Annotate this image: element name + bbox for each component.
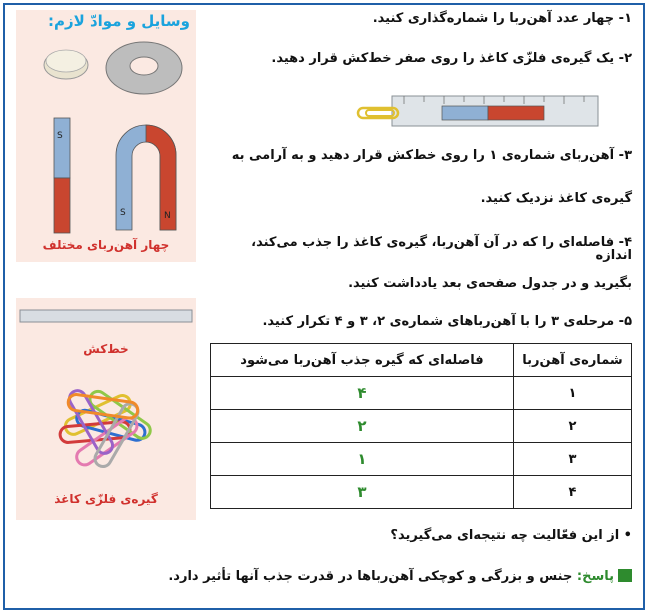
step-3-line-2: گیره‌ی کاغذ نزدیک کنید. [480, 191, 632, 206]
magnet-number-cell: ۴ [514, 476, 632, 509]
distance-cell: ۴ [211, 377, 514, 410]
ruler-illustration [16, 304, 196, 334]
magnet-number-cell: ۱ [514, 377, 632, 410]
header-magnet-number: شماره‌ی آهن‌ربا [514, 344, 632, 377]
distance-cell: ۱ [211, 443, 514, 476]
svg-text:S: S [57, 131, 63, 141]
magnet-number-cell: ۳ [514, 443, 632, 476]
distance-cell: ۳ [211, 476, 514, 509]
paper-clips-illustration [16, 368, 196, 478]
answer-icon [618, 569, 632, 582]
magnets-illustration [16, 30, 196, 250]
svg-text:S: S [120, 208, 126, 218]
magnet-number-cell: ۲ [514, 410, 632, 443]
table-row [211, 377, 632, 410]
results-table [210, 343, 632, 509]
table-header-row [211, 344, 632, 377]
bar-magnet [54, 118, 70, 178]
step-1: ۱- چهار عدد آهن‌ربا را شماره‌گذاری کنید. [372, 11, 632, 26]
materials-title: وسایل و موادّ لازم: [47, 12, 190, 30]
clips-caption: گیره‌ی فلزّی کاغذ [54, 492, 158, 506]
step-5: ۵- مرحله‌ی ۳ را با آهن‌رباهای شماره‌ی ۲، ۳ و ۴ تکرار کنید. [262, 314, 632, 329]
magnets-panel [16, 10, 196, 262]
step-4-line-1: ۴- فاصله‌ای را که در آن آهن‌ربا، گیره‌ی کاغذ را جذب می‌کند، اندازه [251, 235, 632, 263]
table-row [211, 443, 632, 476]
distance-cell: ۲ [211, 410, 514, 443]
question: • از این فعّالیت چه نتیجه‌ای می‌گیرید؟ [390, 528, 632, 543]
header-attraction-distance: فاصله‌ای که گیره جذب آهن‌ربا می‌شود [211, 344, 514, 377]
table-row [211, 410, 632, 443]
step-4-line-2: بگیرید و در جدول صفحه‌ی بعد یادداشت کنید. [348, 276, 632, 291]
ruler-caption: خط‌کش [83, 342, 129, 356]
answer-text: جنس و بزرگی و کوچکی آهن‌رباها در قدرت جذب آنها تأثیر دارد. [168, 569, 573, 584]
step-3-line-1: ۳- آهن‌ربای شماره‌ی ۱ را روی خط‌کش قرار دهید و به آرامی به [231, 148, 632, 163]
answer-label: پاسخ: [576, 569, 614, 584]
table-row [211, 476, 632, 509]
magnets-caption: چهار آهن‌ربای مختلف [42, 238, 170, 252]
svg-text:N: N [164, 211, 171, 221]
answer [132, 569, 632, 584]
ruler-clips-panel [16, 298, 196, 520]
step-2: ۲- یک گیره‌ی فلزّی کاغذ را روی صفر خط‌کش قرار دهید. [271, 51, 632, 66]
ruler-with-magnet-illustration [352, 88, 612, 132]
